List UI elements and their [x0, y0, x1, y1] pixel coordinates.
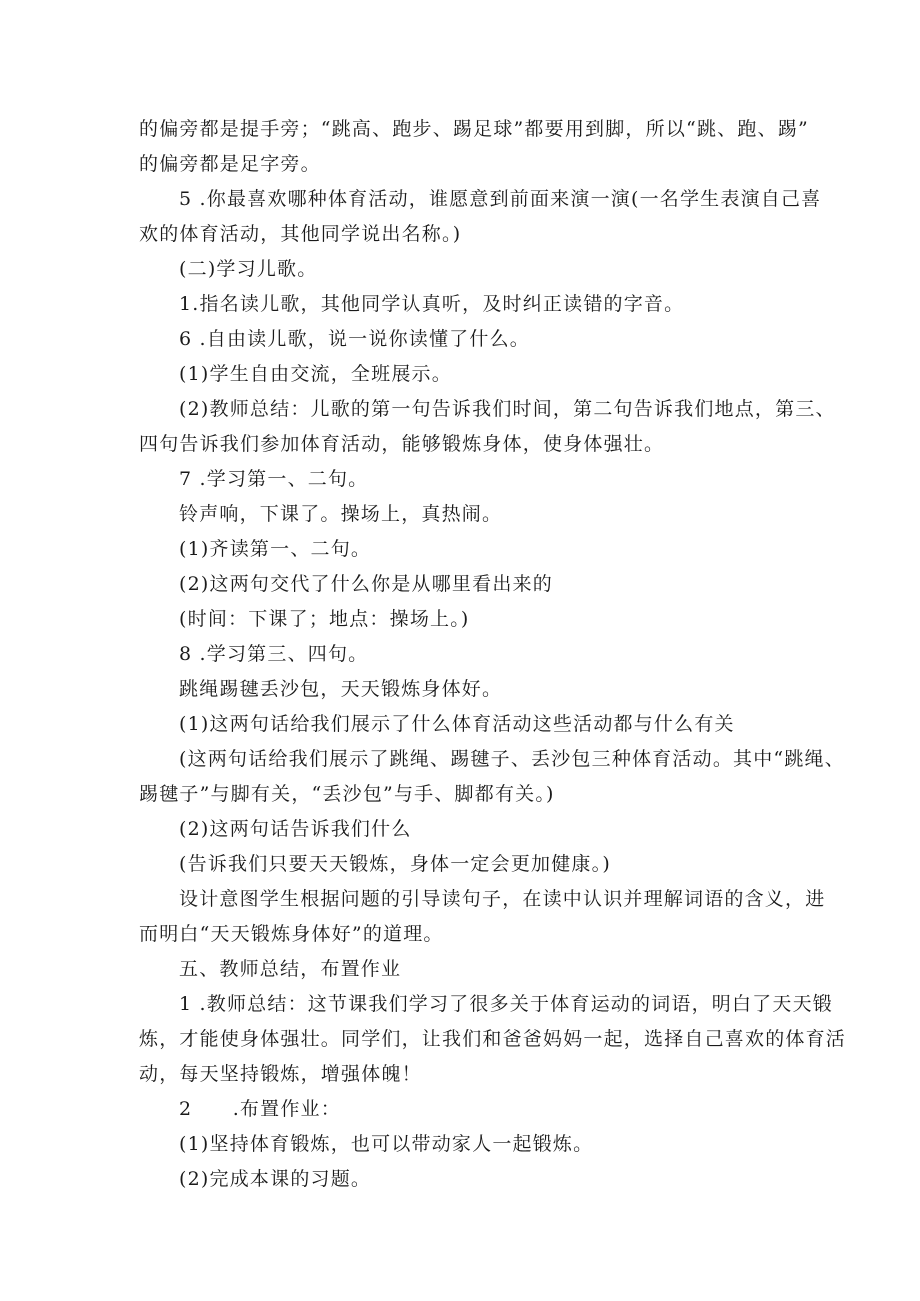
text-line: (2)教师总结：儿歌的第一句告诉我们时间，第二句告诉我们地点，第三、: [179, 398, 836, 420]
text-line: 而明白“天天锻炼身体好”的道理。: [139, 923, 444, 945]
text-line: 的偏旁都是提手旁；“跳高、跑步、踢足球”都要用到脚，所以“跳、跑、踢”: [139, 118, 809, 140]
text-line: 7 .学习第一、二句。: [179, 468, 369, 490]
poem-line: 铃声响，下课了。操场上，真热闹。: [179, 503, 503, 525]
text-line: (1)学生自由交流，全班展示。: [179, 363, 452, 385]
text-line: 欢的体育活动，其他同学说出名称。): [139, 223, 462, 245]
text-line: 炼，才能使身体强壮。同学们，让我们和爸爸妈妈一起，选择自己喜欢的体育活: [139, 1028, 847, 1050]
text-line: 5 .你最喜欢哪种体育活动，谁愿意到前面来演一演(一名学生表演自己喜: [179, 188, 822, 210]
text-line: (2)这两句交代了什么你是从哪里看出来的: [179, 573, 553, 595]
text-line: (时间：下课了；地点：操场上。): [179, 608, 470, 630]
text-line: (1)坚持体育锻炼，也可以带动家人一起锻炼。: [179, 1133, 594, 1155]
text-line: (1)齐读第一、二句。: [179, 538, 372, 560]
text-line: 动，每天坚持锻炼，增强体魄！: [139, 1063, 422, 1085]
section-heading: 五、教师总结，布置作业: [179, 958, 402, 980]
text-line: 1 .教师总结：这节课我们学习了很多关于体育运动的词语，明白了天天锻: [179, 993, 833, 1015]
text-line: (2)这两句话告诉我们什么: [179, 818, 412, 840]
text-line: 2 .布置作业：: [179, 1098, 341, 1120]
text-line: (这两句话给我们展示了跳绳、踢毽子、丢沙包三种体育活动。其中“跳绳、: [179, 748, 845, 770]
text-line: 1.指名读儿歌，其他同学认真听，及时纠正读错的字音。: [179, 293, 685, 315]
poem-line: 跳绳踢毽丢沙包，天天锻炼身体好。: [179, 678, 503, 700]
text-line: 设计意图学生根据问题的引导读句子，在读中认识并理解词语的含义，进: [179, 888, 826, 910]
text-line: 踢毽子”与脚有关，“丢沙包”与手、脚都有关。): [139, 783, 555, 805]
section-heading: (二)学习儿歌。: [179, 258, 318, 280]
text-line: (告诉我们只要天天锻炼，身体一定会更加健康。): [179, 853, 611, 875]
text-line: 8 .学习第三、四句。: [179, 643, 369, 665]
text-line: (2)完成本课的习题。: [179, 1168, 372, 1190]
text-line: (1)这两句话给我们展示了什么体育活动这些活动都与什么有关: [179, 713, 735, 735]
text-line: 四句告诉我们参加体育活动，能够锻炼身体，使身体强壮。: [139, 433, 665, 455]
text-line: 的偏旁都是足字旁。: [139, 153, 321, 175]
text-line: 6 .自由读儿歌，说一说你读懂了什么。: [179, 328, 530, 350]
